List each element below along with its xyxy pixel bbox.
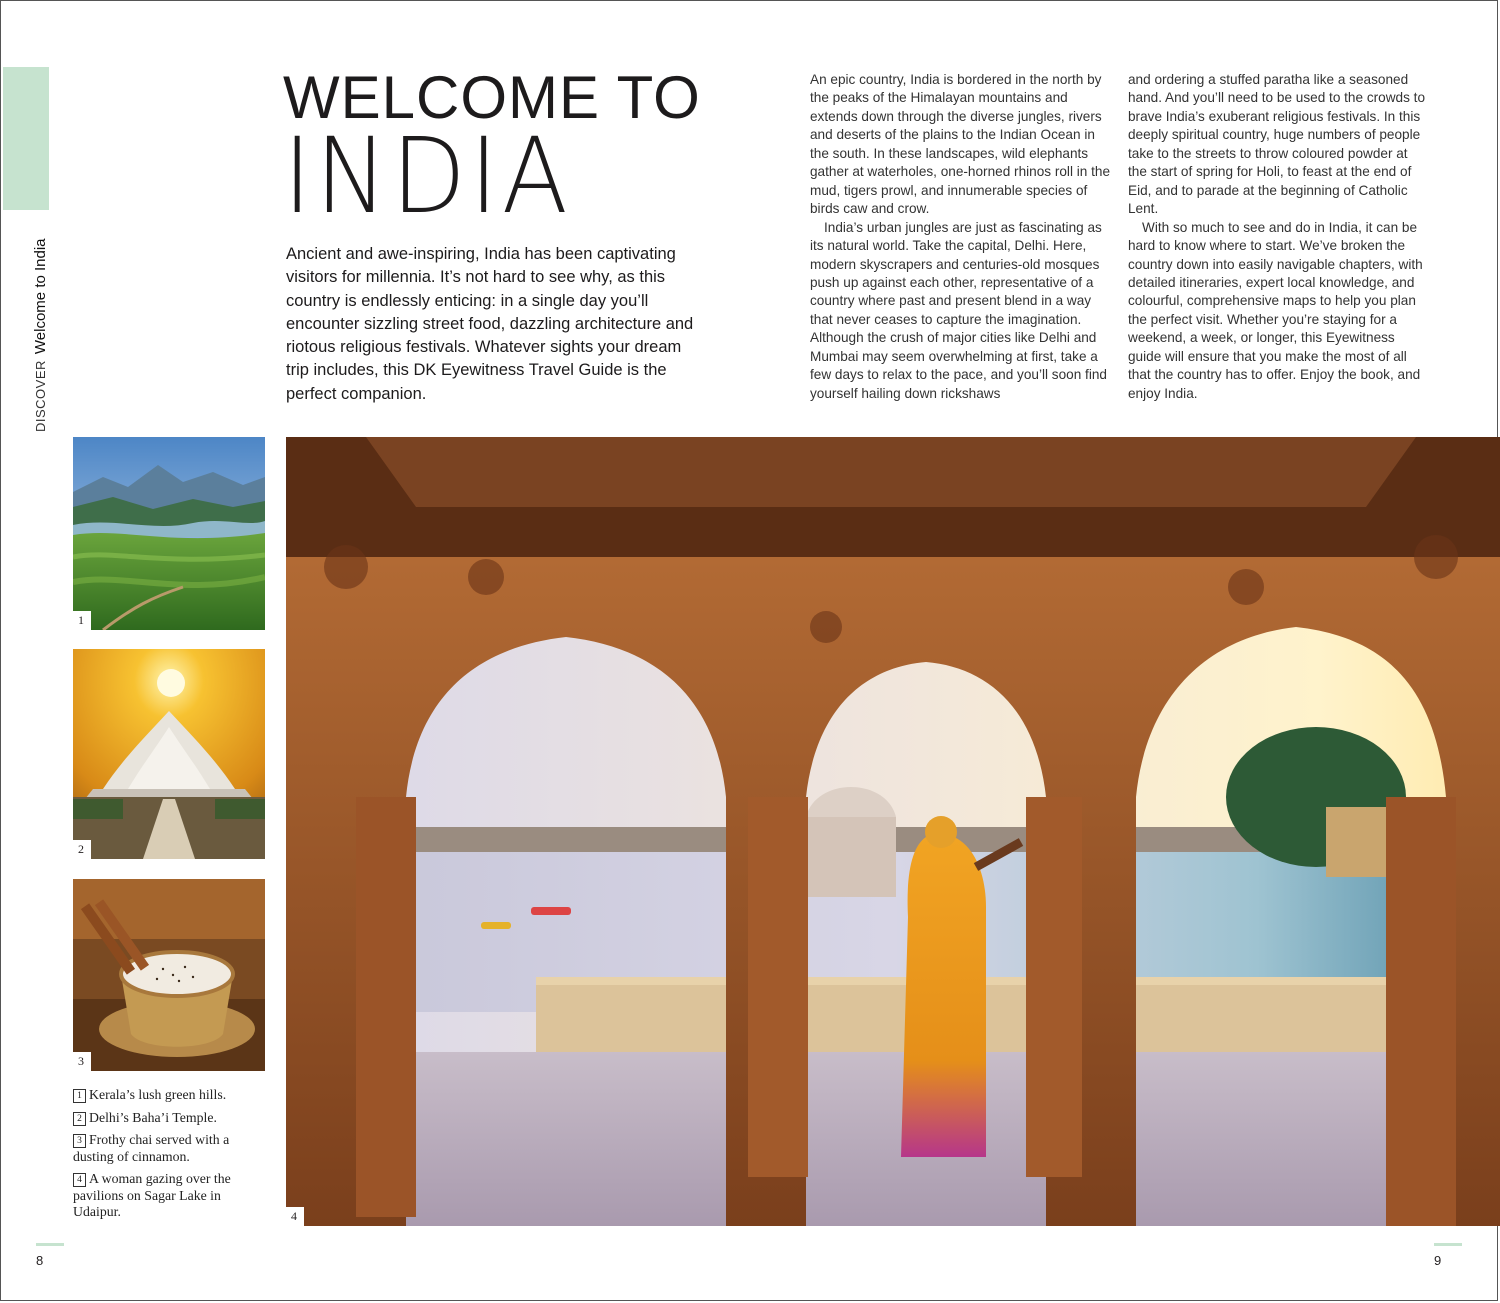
body-paragraph: and ordering a stuffed paratha like a seasoned hand. And you’ll need to be used to the crowds to brave India’s exuberant religious festivals. In this deeply spiritual country, huge numbers of people take to the streets to throw coloured powder at the start of spring for Holi, to feast at the end of Eid, and to parade at the beginning of Catholic Lent. [1128,72,1426,217]
page-number: 9 [1434,1253,1442,1268]
section-label: DISCOVER [33,360,48,432]
body-column-1 [810,71,1110,403]
caption-item [73,1132,263,1165]
chapter-label: Welcome to India [32,238,49,355]
chapter-tab [3,67,49,210]
page-number-left [36,1243,66,1268]
caption-text: Kerala’s lush green hills. [89,1087,227,1102]
photo-number: 2 [73,840,91,859]
folio-rule [1434,1243,1462,1246]
caption-item [73,1171,263,1221]
page-title-line2: INDIA [283,115,572,237]
body-paragraph: India’s urban jungles are just as fascinating as its natural world. Take the capital, Delhi. Here, modern skyscrapers and centuries-old mosques push up against each other, representative of a country where past and present blend in a way that never ceases to capture the imagination. Although the crush of major cities like Delhi and Mumbai may seem overwhelming at first, take a few days to relax to the pace, and you’ll soon find yourself hailing down rickshaws [810,219,1107,401]
page-title-line1: WELCOME TO [283,64,701,131]
caption-item [73,1087,263,1104]
caption-item [73,1110,263,1127]
body-paragraph: With so much to see and do in India, it can be hard to know where to start. We’ve broken the country down into easily navigable chapters, with detailed itineraries, expert local knowledge, and colourful, comprehensive maps to help you plan the perfect visit. Whether you’re staying for a weekend, a week, or longer, this Eyewitness guide will ensure that you make the most of all that the country has to offer. Enjoy the book, and enjoy India. [1128,219,1423,401]
photo-sagar-lake-pavilion [286,437,1500,1226]
page-number-right [1434,1243,1464,1268]
running-head [28,217,54,432]
photo-kerala-hills [73,437,265,630]
photo-bahai-temple [73,649,265,859]
body-paragraph: An epic country, India is bordered in the north by the peaks of the Himalayan mountains and extends down through the diverse jungles, rivers and deserts of the plains to the Indian Ocean in the south. In these landscapes, wild elephants gather at waterholes, one-horned rhinos roll in the mud, tigers prowl, and innumerable species of birds caw and crow. [810,72,1110,217]
photo-number: 3 [73,1052,91,1071]
photo-number: 4 [286,1207,304,1226]
body-column-2 [1128,71,1428,403]
photo-chai [73,879,265,1071]
folio-rule [36,1243,64,1246]
caption-number: 2 [73,1112,86,1126]
caption-text: Frothy chai served with a dusting of cinnamon. [73,1132,230,1164]
caption-number: 4 [73,1173,86,1187]
caption-number: 1 [73,1089,86,1103]
photo-captions [73,1087,263,1227]
intro-paragraph: Ancient and awe-inspiring, India has been captivating visitors for millennia. It’s not hard to see why, as this country is endlessly enticing: in a single day you’ll encounter sizzling street food, dazzling architecture and riotous religious festivals. Whatever sights your dream trip includes, this DK Eyewitness Travel Guide is the perfect companion. [286,245,694,403]
page-number: 8 [36,1253,44,1268]
caption-number: 3 [73,1134,86,1148]
photo-number: 1 [73,611,91,630]
caption-text: A woman gazing over the pavilions on Sagar Lake in Udaipur. [73,1171,231,1219]
caption-text: Delhi’s Baha’i Temple. [89,1109,217,1125]
